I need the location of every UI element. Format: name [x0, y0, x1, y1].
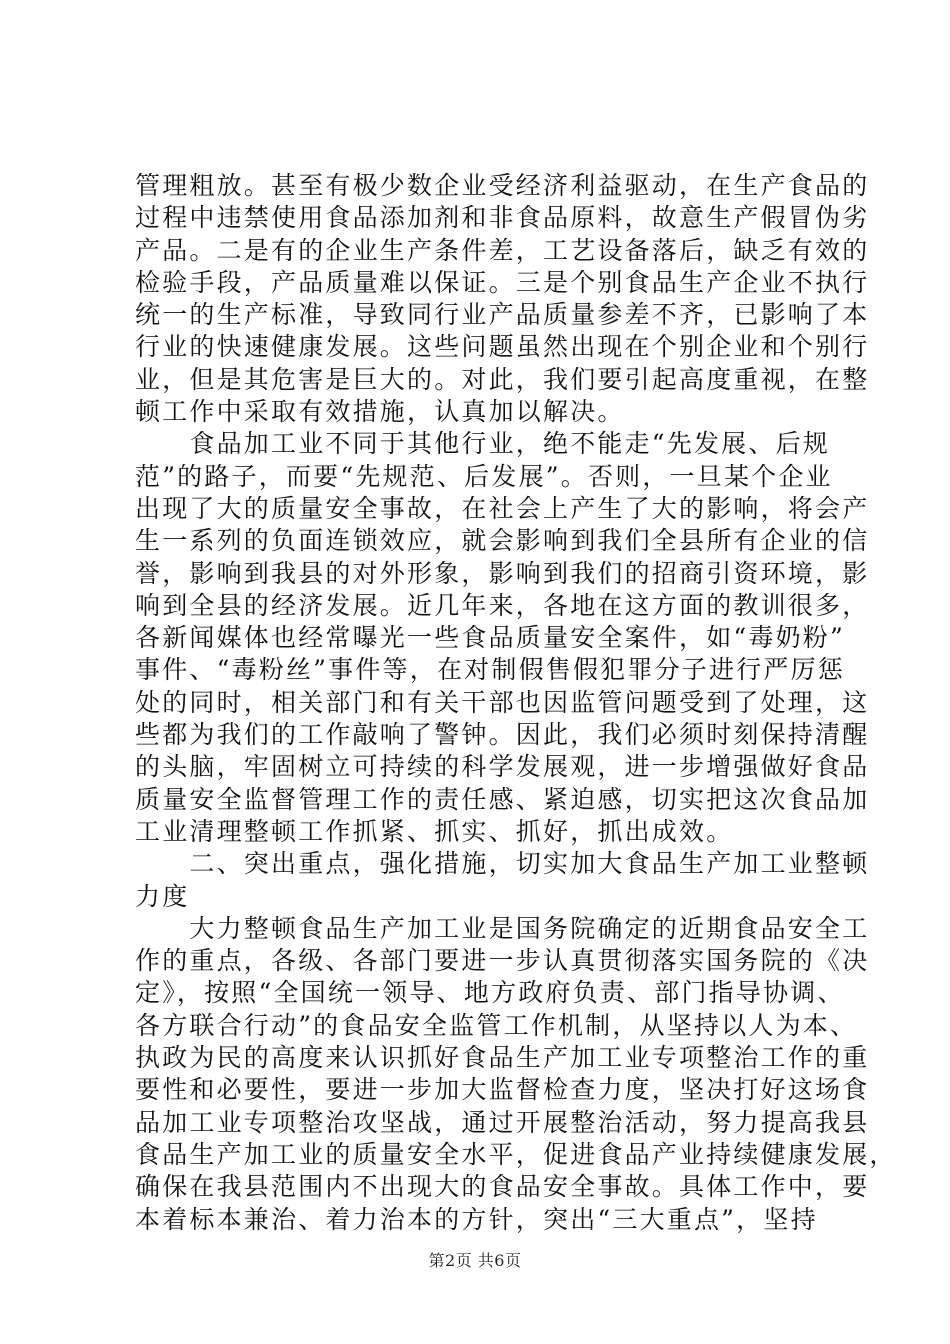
document-body [135, 170, 897, 1236]
text-line: 质量安全监督管理工作的责任感、紧迫感，切实把这次食品加 [135, 784, 870, 814]
text-line: 范”的路子，而要“先规范、后发展”。否则，一旦某个企业 [135, 461, 833, 491]
text-line: 力度 [135, 881, 190, 911]
text-line: 事件、“毒粉丝”事件等，在对制假售假犯罪分子进行严厉惩 [135, 655, 845, 685]
text-line: 执政为民的高度来认识抓好食品生产加工业专项整治工作的重 [135, 1043, 870, 1073]
text-line: 生一系列的负面连锁效应，就会影响到我们全县所有企业的信 [135, 526, 870, 556]
text-line: 确保在我县范围内不出现大的食品安全事故。具体工作中，要 [135, 1172, 870, 1202]
text-line: 各新闻媒体也经常曝光一些食品质量安全案件，如“毒奶粉” [135, 623, 845, 653]
text-line: 响到全县的经济发展。近几年来，各地在这方面的教训很多， [135, 590, 870, 620]
text-line: 要性和必要性，要进一步加大监督检查力度，坚决打好这场食 [135, 1075, 870, 1105]
text-line: 品加工业专项整治攻坚战，通过开展整治活动，努力提高我县 [135, 1107, 870, 1137]
text-line: 些都为我们的工作敲响了警钟。因此，我们必须时刻保持清醒 [135, 720, 870, 750]
text-line: 产品。二是有的企业生产条件差，工艺设备落后，缺乏有效的 [135, 235, 870, 265]
text-line: 本着标本兼治、着力治本的方针，突出“三大重点”，坚持 [135, 1204, 818, 1234]
text-line: 工业清理整顿工作抓紧、抓实、抓好，抓出成效。 [135, 816, 734, 846]
text-line: 定》，按照“全国统一领导、地方政府负责、部门指导协调、 [135, 978, 845, 1008]
text-line: 食品生产加工业的质量安全水平，促进食品产业持续健康发展， [135, 1139, 897, 1169]
text-line: 顿工作中采取有效措施，认真加以解决。 [135, 397, 625, 427]
text-line: 过程中违禁使用食品添加剂和非食品原料，故意生产假冒伪劣 [135, 203, 870, 233]
text-line: 二、突出重点，强化措施，切实加大食品生产加工业整顿 [135, 849, 870, 879]
text-line: 处的同时，相关部门和有关干部也因监管问题受到了处理，这 [135, 687, 870, 717]
text-line: 统一的生产标准，导致同行业产品质量参差不齐，已影响了本 [135, 300, 870, 330]
text-line: 行业的快速健康发展。这些问题虽然出现在个别企业和个别行 [135, 332, 870, 362]
text-line: 业，但是其危害是巨大的。对此，我们要引起高度重视，在整 [135, 364, 870, 394]
text-line: 出现了大的质量安全事故，在社会上产生了大的影响，将会产 [135, 493, 870, 523]
text-line: 大力整顿食品生产加工业是国务院确定的近期食品安全工 [135, 913, 870, 943]
text-line: 作的重点，各级、各部门要进一步认真贯彻落实国务院的《决 [135, 946, 870, 976]
text-line: 的头脑，牢固树立可持续的科学发展观，进一步增强做好食品 [135, 752, 870, 782]
text-line: 各方联合行动”的食品安全监管工作机制，从坚持以人为本、 [135, 1010, 858, 1040]
text-line: 食品加工业不同于其他行业，绝不能走“先发展、后规 [135, 429, 830, 459]
text-line: 检验手段，产品质量难以保证。三是个别食品生产企业不执行 [135, 267, 870, 297]
page-footer: 第2页 共6页 [428, 1251, 522, 1270]
text-line: 誉，影响到我县的对外形象，影响到我们的招商引资环境，影 [135, 558, 870, 588]
text-line: 管理粗放。甚至有极少数企业受经济利益驱动，在生产食品的 [135, 171, 870, 200]
